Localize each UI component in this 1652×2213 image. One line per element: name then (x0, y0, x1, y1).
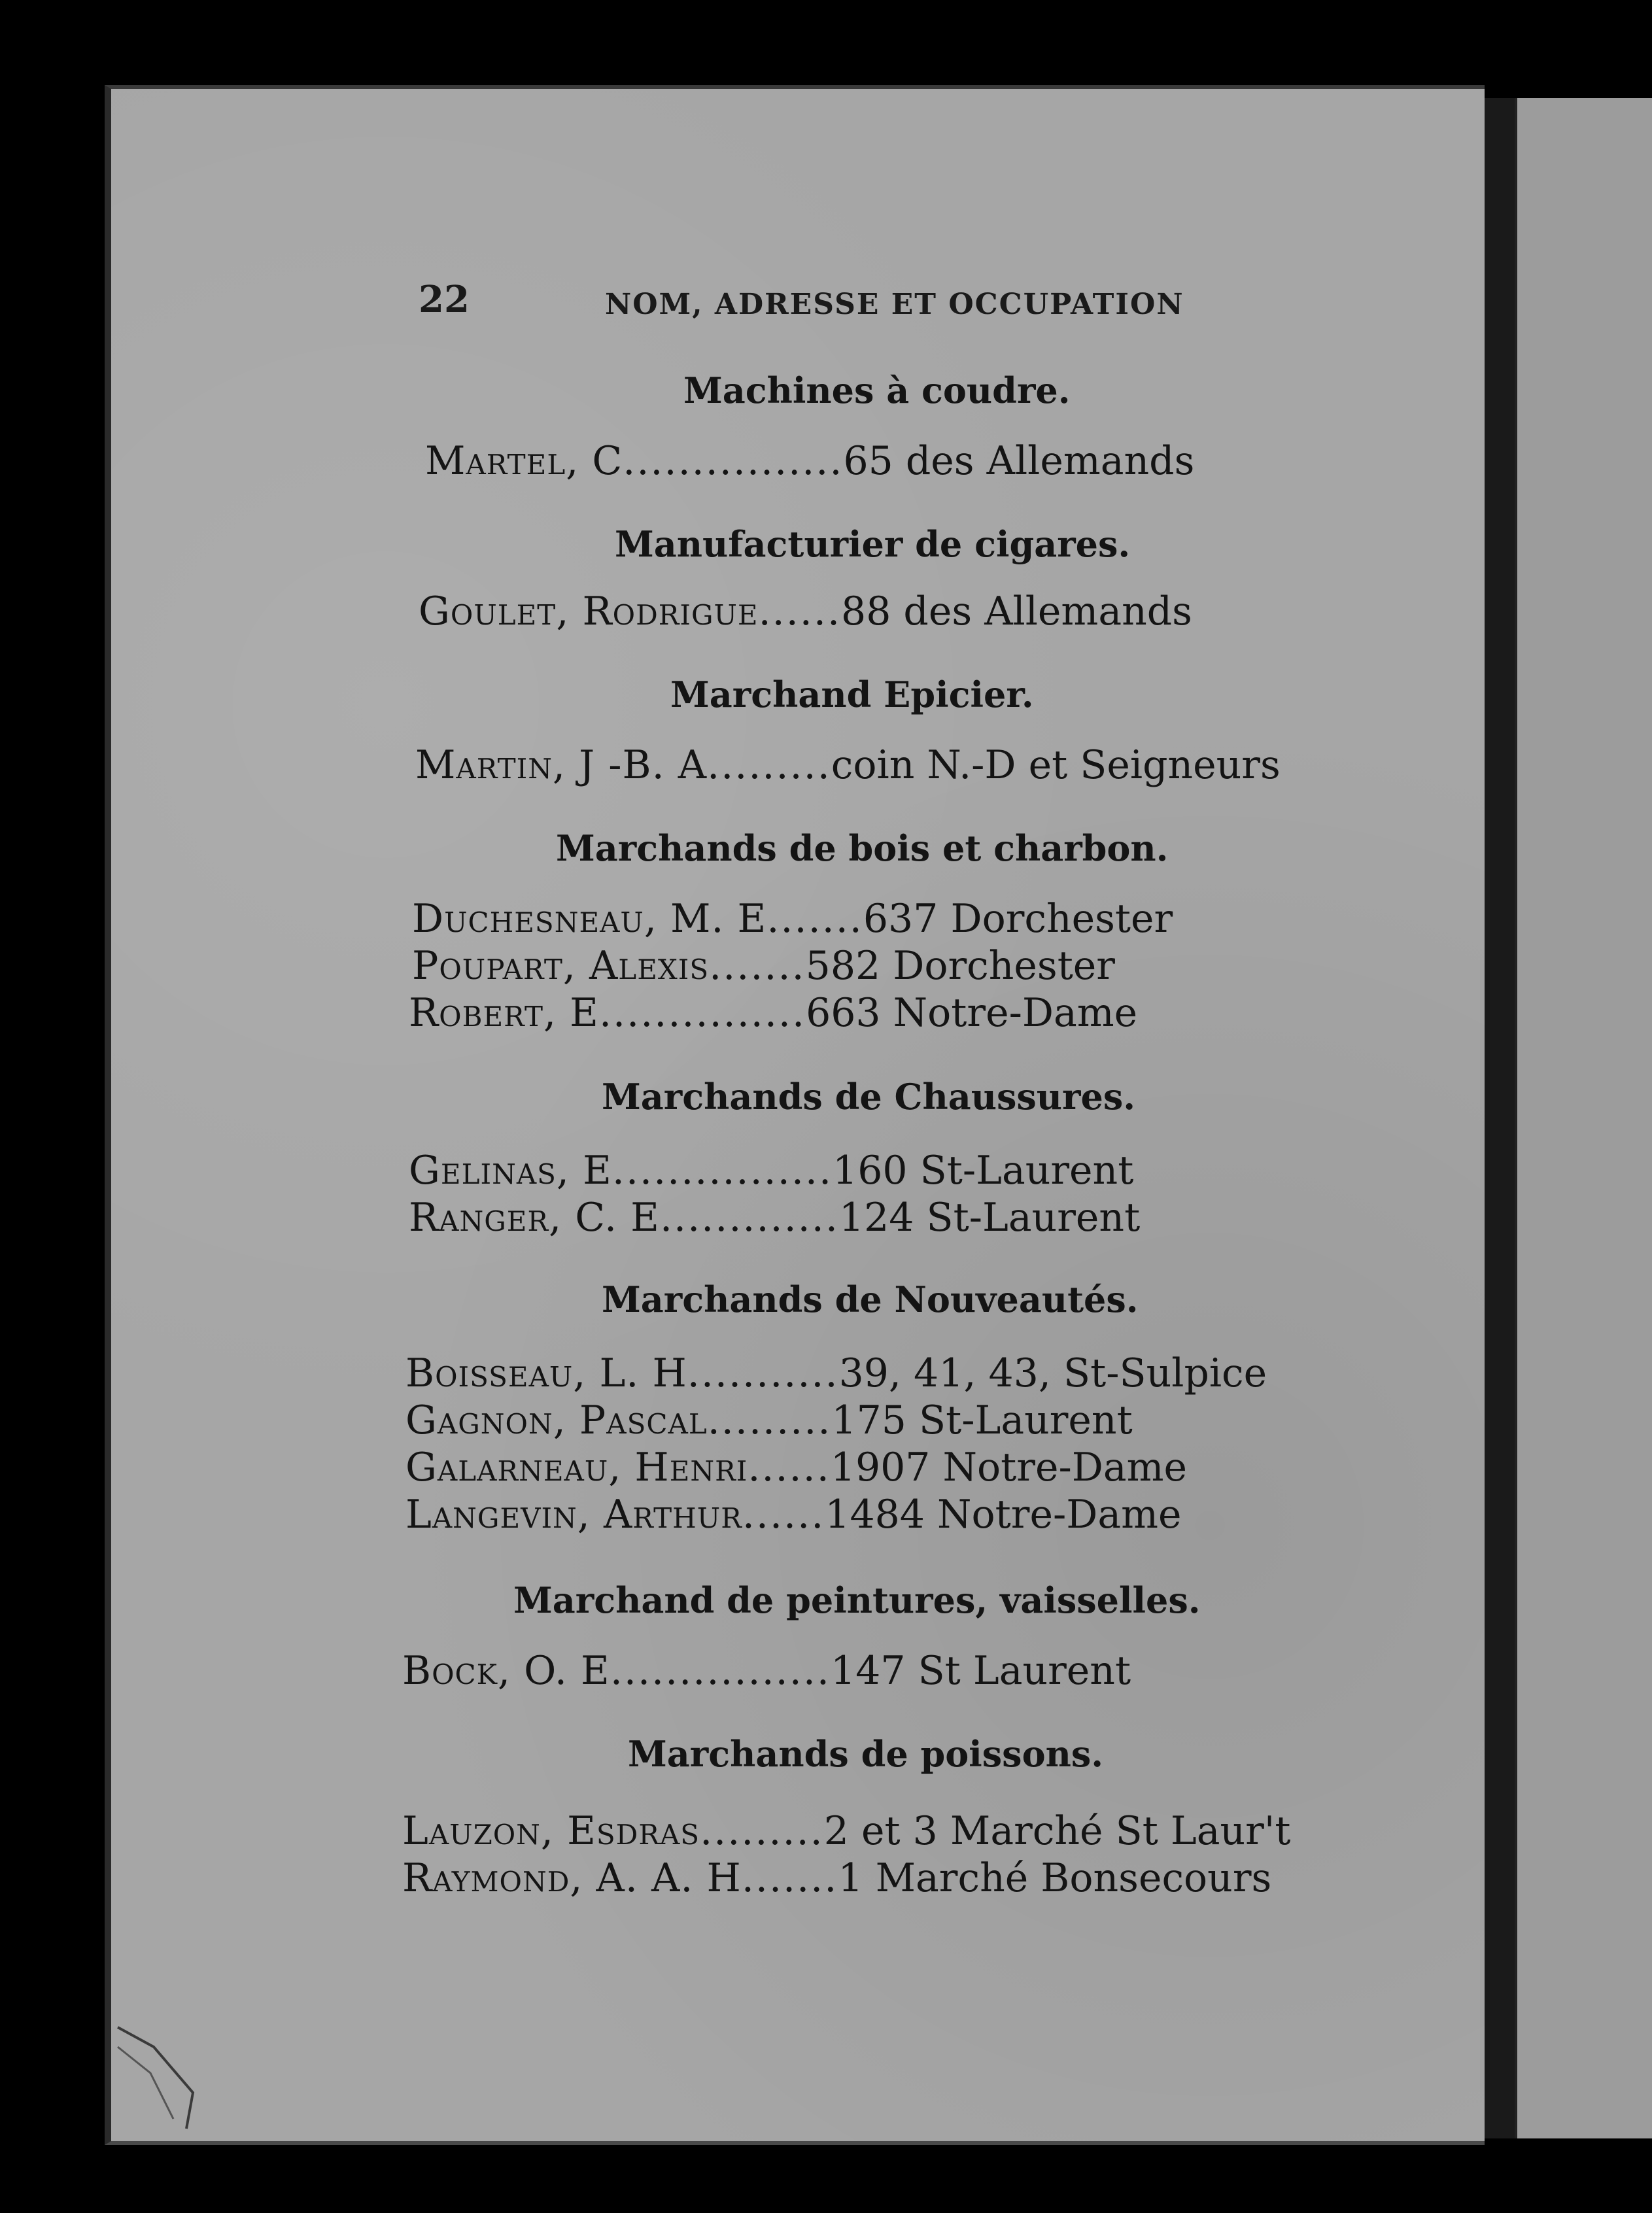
section-heading: Marchands de poissons. (628, 1733, 1104, 1775)
entry-leader-dots: ......... (707, 742, 831, 788)
entry-leader-dots: ............... (598, 990, 806, 1036)
directory-entry (402, 1855, 1271, 1901)
entry-name: Ranger, C. E (409, 1195, 660, 1241)
directory-entry (412, 896, 1173, 942)
running-header: NOM, ADRESSE ET OCCUPATION (605, 288, 1184, 321)
directory-entry (412, 943, 1115, 989)
section-heading: Manufacturier de cigares. (615, 523, 1131, 565)
entry-address: 582 Dorchester (805, 943, 1115, 989)
directory-entry (402, 1808, 1290, 1854)
directory-entry (409, 1148, 1133, 1193)
book-spine (1485, 98, 1515, 2138)
entry-leader-dots: ........... (687, 1350, 839, 1396)
entry-address: 147 St Laurent (830, 1648, 1131, 1694)
entry-leader-dots: ...... (748, 1445, 831, 1490)
entry-address: 637 Dorchester (863, 896, 1173, 942)
entry-name: Galarneau, Henri (405, 1445, 748, 1490)
section-heading: Marchands de Chaussures. (602, 1076, 1136, 1118)
torn-corner-graphic (114, 2021, 199, 2132)
entry-name: Martel, C (425, 438, 623, 484)
entry-leader-dots: ................ (623, 438, 844, 484)
directory-entry (402, 1648, 1131, 1694)
directory-entry (405, 1350, 1267, 1396)
entry-address: 88 des Allemands (841, 589, 1192, 634)
entry-address: 1907 Notre-Dame (830, 1445, 1188, 1490)
entry-name: Gelinas, E (409, 1148, 612, 1193)
entry-leader-dots: ....... (766, 896, 863, 942)
entry-leader-dots: ............. (659, 1195, 839, 1241)
entry-name: Poupart, Alexis (412, 943, 710, 989)
section-heading: Marchand de peintures, vaisselles. (513, 1579, 1201, 1621)
facing-page-edge (1515, 98, 1652, 2138)
directory-entry (405, 1492, 1182, 1537)
section-heading: Marchand Epicier. (670, 674, 1034, 715)
section-heading: Marchands de bois et charbon. (556, 827, 1169, 869)
entry-leader-dots: ....... (741, 1855, 838, 1901)
directory-entry (415, 742, 1281, 788)
directory-entry (405, 1445, 1187, 1490)
directory-entry (405, 1398, 1133, 1443)
directory-entry (425, 438, 1194, 484)
section-heading: Marchands de Nouveautés. (602, 1278, 1139, 1320)
entry-address: 663 Notre-Dame (806, 990, 1138, 1036)
entry-address: 1 Marché Bonsecours (838, 1855, 1272, 1901)
entry-leader-dots: ................ (611, 1148, 833, 1193)
entry-name: Raymond, A. A. H (402, 1855, 742, 1901)
entry-address: 160 St-Laurent (833, 1148, 1134, 1193)
entry-name: Robert, E (409, 990, 599, 1036)
entry-name: Boisseau, L. H (405, 1350, 687, 1396)
entry-leader-dots: ....... (709, 943, 806, 989)
entry-leader-dots: ................ (610, 1648, 831, 1694)
directory-entry (419, 589, 1192, 634)
section-heading: Machines à coudre. (683, 369, 1071, 411)
entry-address: 124 St-Laurent (838, 1195, 1141, 1241)
entry-address: 1484 Notre-Dame (825, 1492, 1182, 1537)
entry-name: Lauzon, Esdras (402, 1808, 700, 1854)
page-number: 22 (419, 278, 470, 321)
entry-name: Martin, J -B. A (415, 742, 708, 788)
entry-name: Bock, O. E (402, 1648, 610, 1694)
entry-address: 2 et 3 Marché St Laur't (823, 1808, 1291, 1854)
entry-address: 65 des Allemands (843, 438, 1195, 484)
entry-name: Gagnon, Pascal (405, 1398, 708, 1443)
entry-address: coin N.-D et Seigneurs (831, 742, 1281, 788)
entry-leader-dots: ...... (742, 1492, 825, 1537)
entry-leader-dots: ......... (700, 1808, 824, 1854)
entry-name: Goulet, Rodrigue (419, 589, 759, 634)
directory-entry (409, 1195, 1140, 1241)
entry-address: 39, 41, 43, St-Sulpice (838, 1350, 1267, 1396)
directory-entry (409, 990, 1137, 1036)
entry-leader-dots: ...... (758, 589, 842, 634)
entry-name: Langevin, Arthur (405, 1492, 742, 1537)
entry-leader-dots: ......... (707, 1398, 832, 1443)
entry-name: Duchesneau, M. E (412, 896, 767, 942)
entry-address: 175 St-Laurent (831, 1398, 1133, 1443)
